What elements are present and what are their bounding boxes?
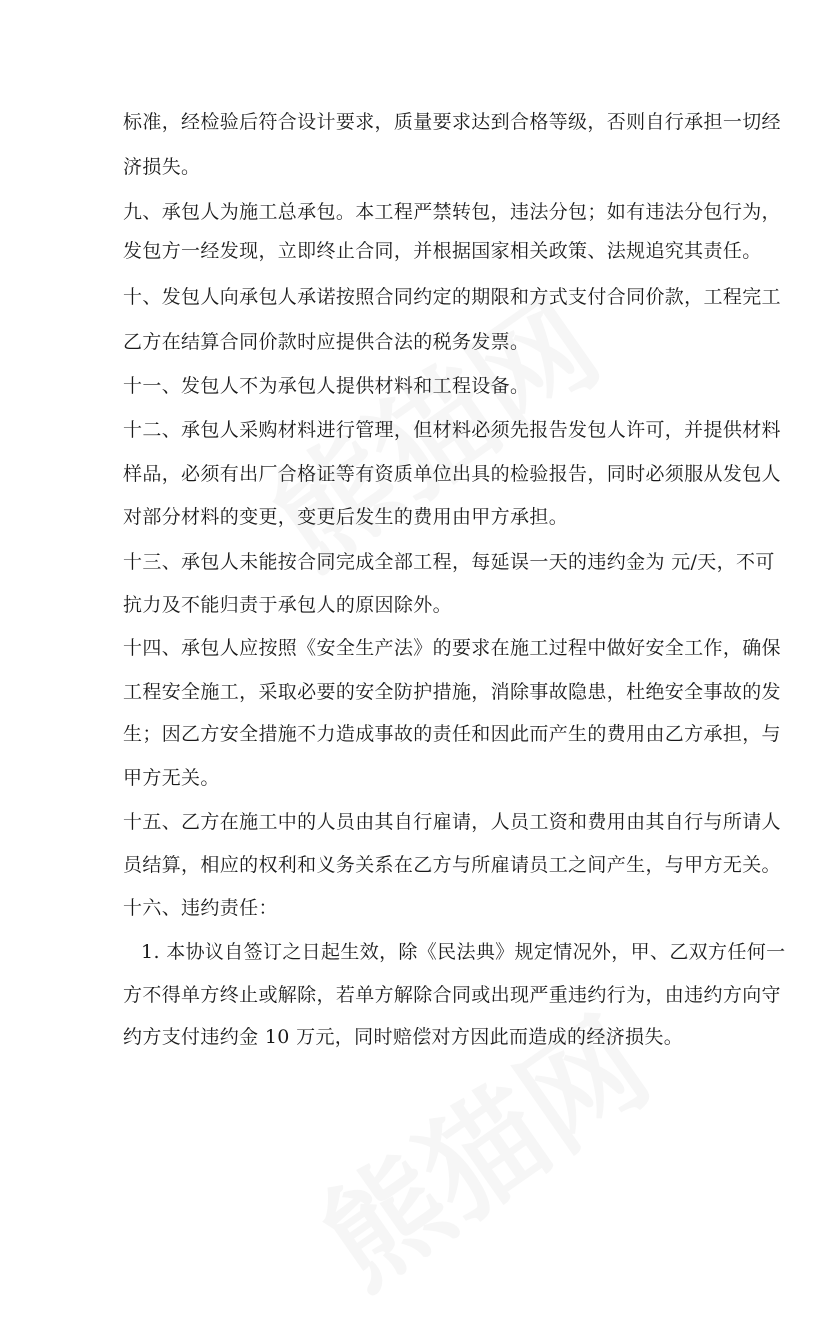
- paragraph-line: 十二、承包人采购材料进行管理，但材料必须先报告发包人许可，并提供材料: [123, 419, 781, 441]
- paragraph-line: 济损失。: [123, 156, 201, 178]
- paragraph-line: 十、发包人向承包人承诺按照合同约定的期限和方式支付合同价款，工程完工: [123, 286, 781, 308]
- paragraph-line: 十四、承包人应按照《安全生产法》的要求在施工过程中做好安全工作，确保: [123, 637, 781, 659]
- paragraph-line: 标准，经检验后符合设计要求，质量要求达到合格等级，否则自行承担一切经: [123, 111, 781, 133]
- paragraph-line: 十三、承包人未能按合同完成全部工程，每延误一天的违约金为 元/天，不可: [123, 551, 775, 573]
- paragraph-line: 工程安全施工，采取必要的安全防护措施，消除事故隐患，杜绝安全事故的发: [123, 681, 781, 703]
- paragraph-line: 发包方一经发现，立即终止合同，并根据国家相关政策、法规追究其责任。: [123, 240, 762, 262]
- paragraph-line: 员结算，相应的权利和义务关系在乙方与所雇请员工之间产生，与甲方无关。: [123, 854, 781, 876]
- paragraph-line: 甲方无关。: [123, 767, 220, 789]
- paragraph-line: 乙方在结算合同价款时应提供合法的税务发票。: [123, 331, 530, 353]
- section-heading: 十六、违约责任：: [123, 897, 278, 919]
- paragraph-line: 对部分材料的变更，变更后发生的费用由甲方承担。: [123, 506, 569, 528]
- paragraph-line: 十一、发包人不为承包人提供材料和工程设备。: [123, 375, 530, 397]
- paragraph-line: 十五、乙方在施工中的人员由其自行雇请，人员工资和费用由其自行与所请人: [123, 811, 781, 833]
- paragraph-line: 约方支付违约金 10 万元，同时赔偿对方因此而造成的经济损失。: [123, 1026, 684, 1048]
- list-item-line: 1. 本协议自签订之日起生效，除《民法典》规定情况外，甲、乙双方任何一: [141, 941, 786, 963]
- paragraph-line: 生；因乙方安全措施不力造成事故的责任和因此而产生的费用由乙方承担，与: [123, 723, 781, 745]
- paragraph-line: 抗力及不能归责于承包人的原因除外。: [123, 594, 452, 616]
- paragraph-line: 方不得单方终止或解除，若单方解除合同或出现严重违约行为，由违约方向守: [123, 984, 781, 1006]
- paragraph-line: 样品，必须有出厂合格证等有资质单位出具的检验报告，同时必须服从发包人: [123, 463, 781, 485]
- paragraph-line: 九、承包人为施工总承包。本工程严禁转包，违法分包；如有违法分包行为，: [123, 201, 781, 223]
